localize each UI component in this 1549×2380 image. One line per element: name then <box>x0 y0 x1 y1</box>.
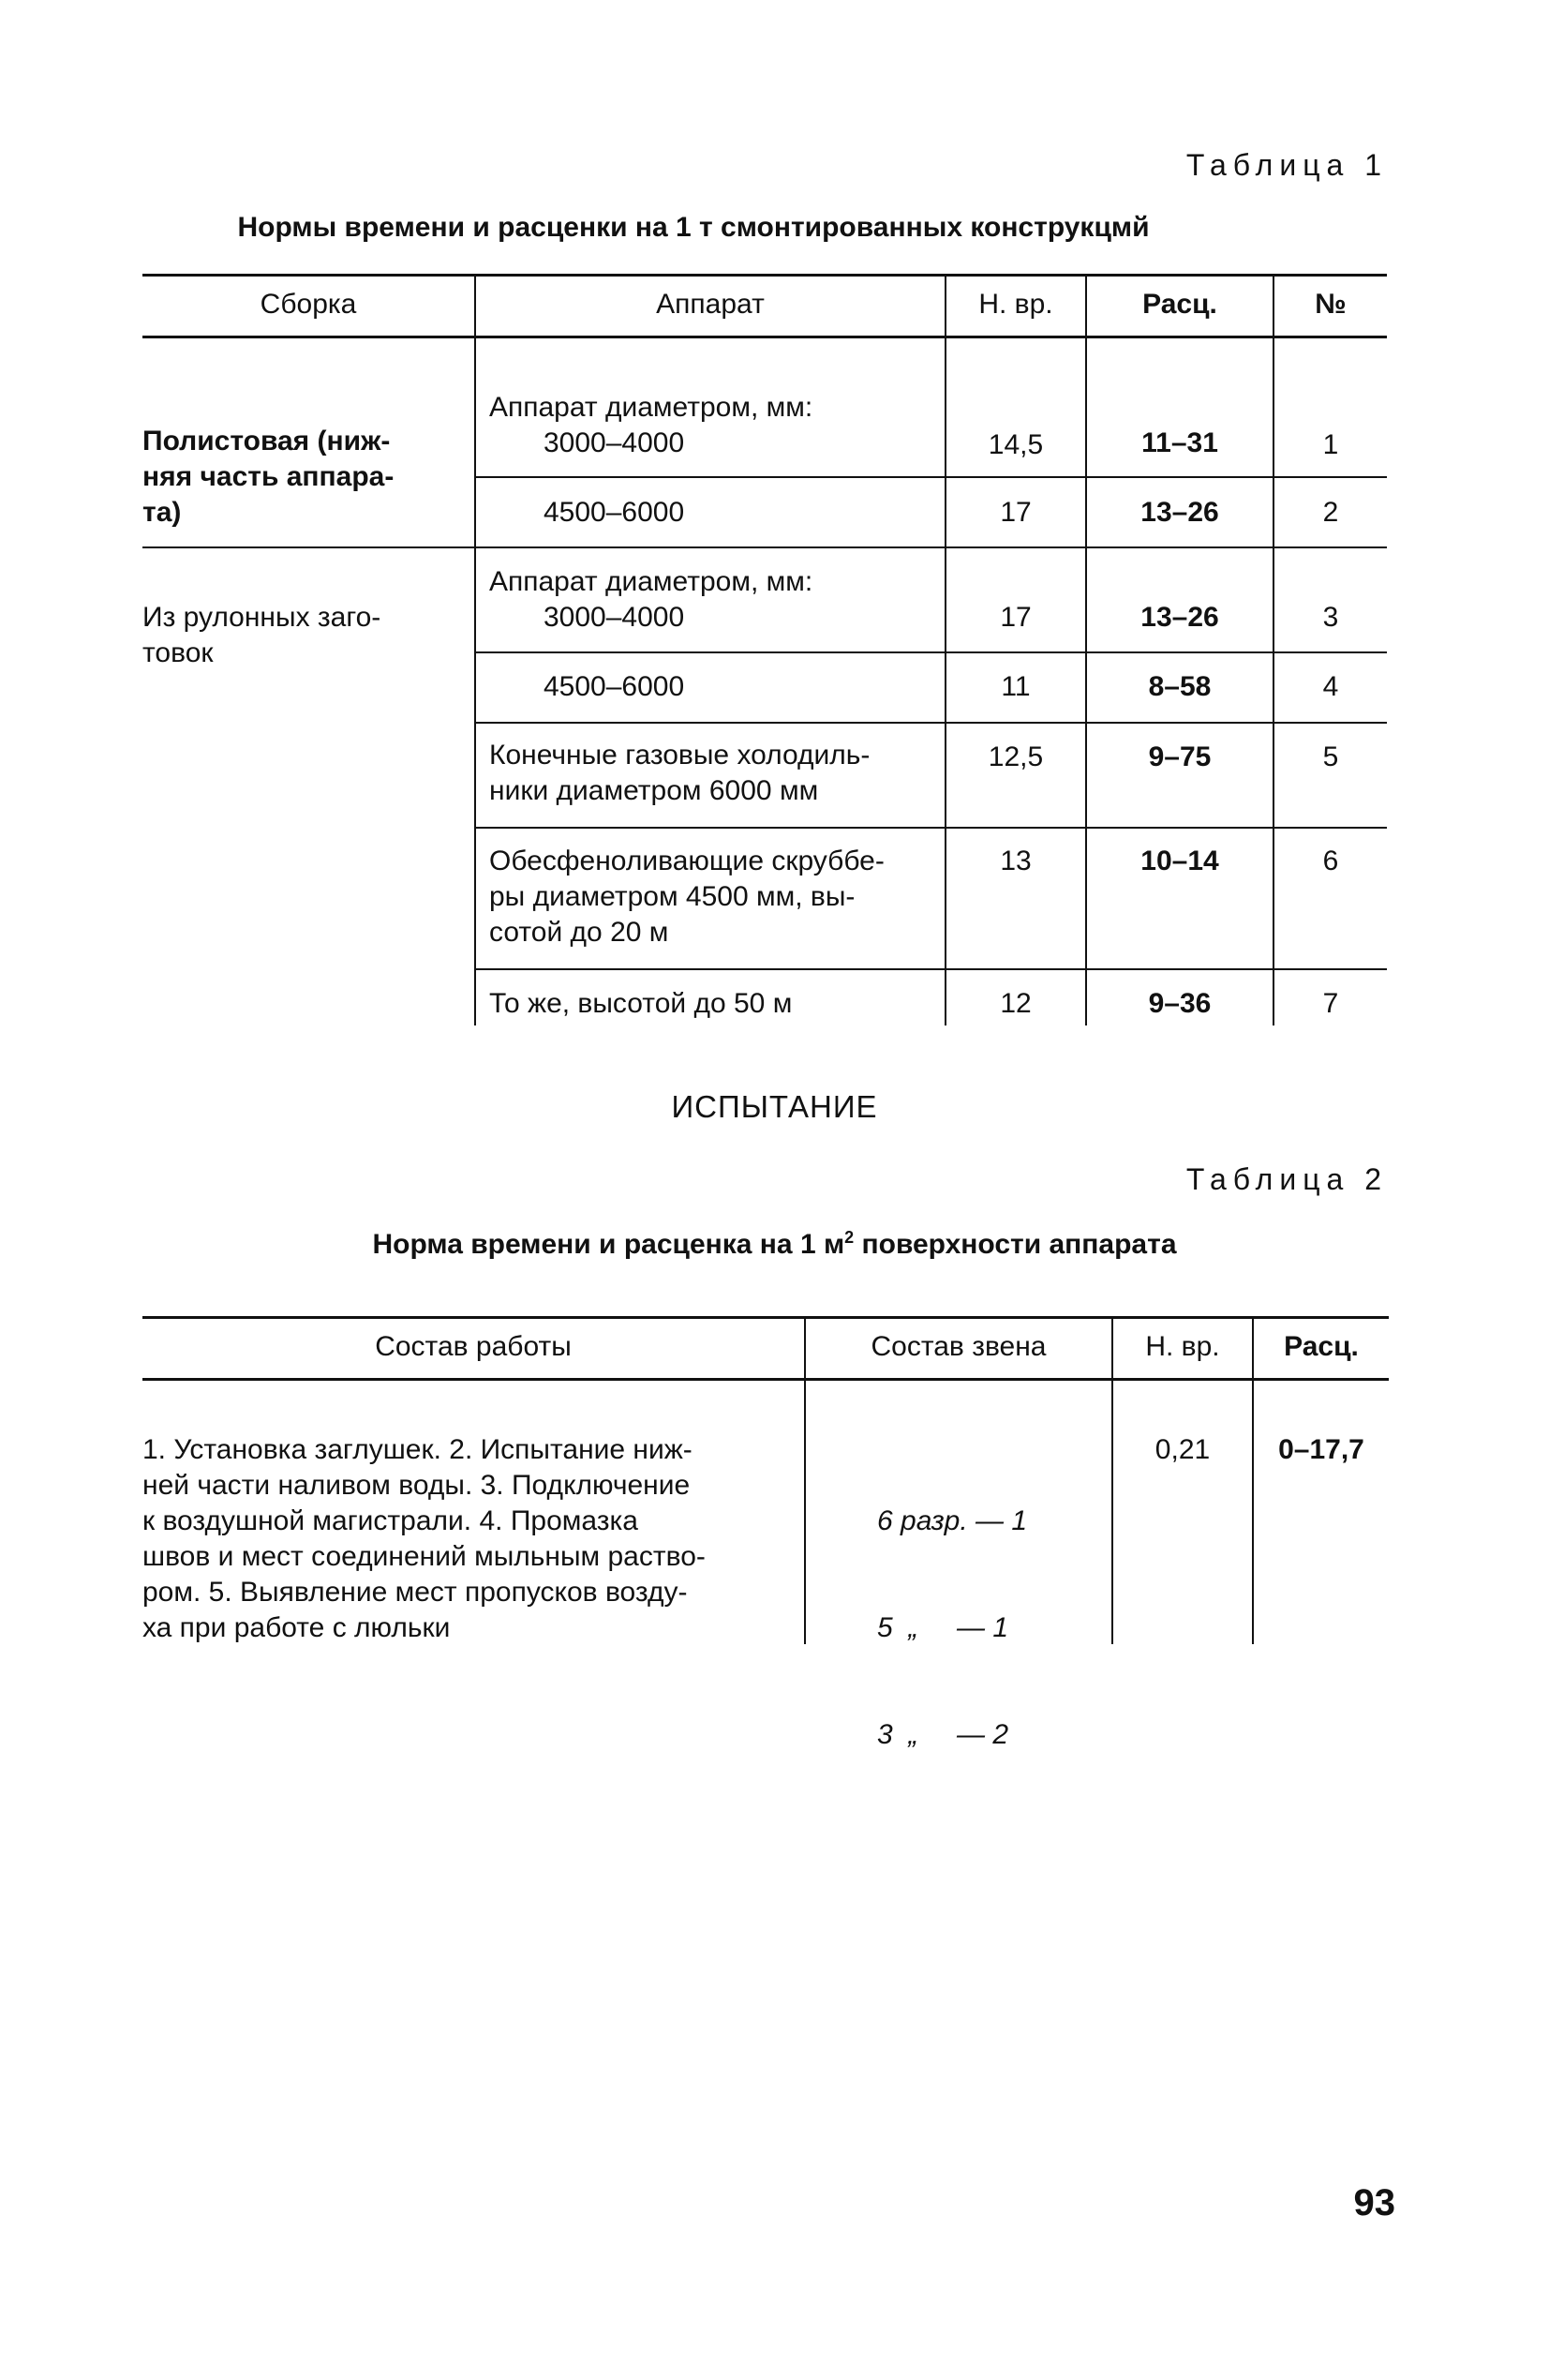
table1-header-rate: Расц. <box>1142 289 1217 320</box>
table2-title-superscript: 2 <box>844 1228 855 1247</box>
number-cell: 4 <box>1322 671 1339 702</box>
apparatus-line: ры диаметром 4500 мм, вы- <box>489 881 856 912</box>
col-divider <box>804 1316 806 1644</box>
table2-label: Таблица 2 <box>1185 1162 1388 1196</box>
number-cell: 1 <box>1322 429 1339 460</box>
col-divider <box>1111 1316 1113 1644</box>
section-heading: ИСПЫТАНИЕ <box>671 1089 878 1124</box>
norm-cell: 0,21 <box>1154 1434 1211 1465</box>
table1-header-assembly: Сборка <box>260 289 357 320</box>
work-line: ней части наливом воды. 3. Подключение <box>142 1470 691 1501</box>
norm-cell: 12,5 <box>988 741 1044 772</box>
crew-composition <box>877 1432 1027 1824</box>
rate-cell: 9–75 <box>1148 741 1212 772</box>
number-cell: 5 <box>1322 741 1339 772</box>
apparatus-cell: То же, высотой до 50 м <box>489 988 793 1019</box>
number-cell: 6 <box>1322 846 1339 876</box>
apparatus-line: 3000–4000 <box>544 602 685 633</box>
work-line: к воздушной магистрали. 4. Промазка <box>142 1505 638 1536</box>
apparatus-cell: 4500–6000 <box>544 497 685 528</box>
apparatus-line: Конечные газовые холодиль- <box>489 740 871 771</box>
number-cell: 7 <box>1322 988 1339 1019</box>
table2-header-work: Состав работы <box>375 1331 572 1362</box>
col-divider <box>1252 1316 1254 1644</box>
table2-header-norm: Н. вр. <box>1145 1331 1220 1362</box>
apparatus-line: Аппарат диаметром, мм: <box>489 392 813 423</box>
norm-cell: 12 <box>1000 988 1032 1019</box>
table2-header-rate: Расц. <box>1284 1331 1359 1362</box>
number-cell: 2 <box>1322 497 1339 528</box>
work-description <box>142 1432 706 1646</box>
table2-title-tail: поверхности аппарата <box>854 1229 1177 1260</box>
table2-header-rule <box>142 1378 1389 1381</box>
page-number: 93 <box>1353 2182 1395 2223</box>
rate-cell: 8–58 <box>1148 671 1212 702</box>
assembly-line: Полистовая (ниж- <box>142 426 391 457</box>
work-line: швов и мест соединений мыльным раство- <box>142 1541 706 1572</box>
table2-top-rule <box>142 1316 1389 1319</box>
apparatus-line: сотой до 20 м <box>489 917 669 948</box>
assembly-line: няя часть аппара- <box>142 461 395 492</box>
table1-label: Таблица 1 <box>1185 148 1388 182</box>
crew-line: 5 „ — 1 <box>877 1612 1009 1643</box>
table1-header-norm: Н. вр. <box>978 289 1053 320</box>
number-cell: 3 <box>1322 602 1339 633</box>
work-line: 1. Установка заглушек. 2. Испытание ниж- <box>142 1434 693 1465</box>
apparatus-line: ники диаметром 6000 мм <box>489 775 819 806</box>
norm-cell: 13 <box>1000 846 1032 876</box>
norm-cell: 11 <box>1001 671 1031 702</box>
rate-cell: 10–14 <box>1140 846 1219 876</box>
table2-title-text: Норма времени и расценка на 1 м <box>372 1229 845 1260</box>
work-line: ха при работе с люльки <box>142 1612 451 1643</box>
norm-cell: 17 <box>1000 602 1032 633</box>
table2-header-crew: Состав звена <box>871 1331 1047 1362</box>
assembly-line: товок <box>142 637 214 668</box>
table1-header-apparatus: Аппарат <box>656 289 765 320</box>
norm-cell: 14,5 <box>988 429 1044 460</box>
rate-cell: 11–31 <box>1141 427 1218 458</box>
work-line: ром. 5. Выявление мест пропусков возду- <box>142 1577 688 1608</box>
crew-line: 6 разр. — 1 <box>877 1505 1028 1536</box>
apparatus-line: 3000–4000 <box>544 427 685 458</box>
apparatus-line: Аппарат диаметром, мм: <box>489 566 813 597</box>
table1-title: Нормы времени и расценки на 1 т смонтированных конструкцмй <box>237 212 1150 243</box>
rate-cell: 13–26 <box>1140 497 1219 528</box>
norm-cell: 17 <box>1000 497 1032 528</box>
rate-cell: 9–36 <box>1148 988 1212 1019</box>
rate-cell: 0–17,7 <box>1278 1434 1364 1465</box>
crew-line: 3 „ — 2 <box>877 1719 1009 1750</box>
assembly-line: та) <box>142 497 182 528</box>
apparatus-cell: 4500–6000 <box>544 671 685 702</box>
apparatus-line: Обесфеноливающие скруббе- <box>489 846 885 876</box>
table1-header-number: № <box>1315 289 1347 320</box>
rate-cell: 13–26 <box>1140 602 1219 633</box>
assembly-line: Из рулонных заго- <box>142 602 381 633</box>
